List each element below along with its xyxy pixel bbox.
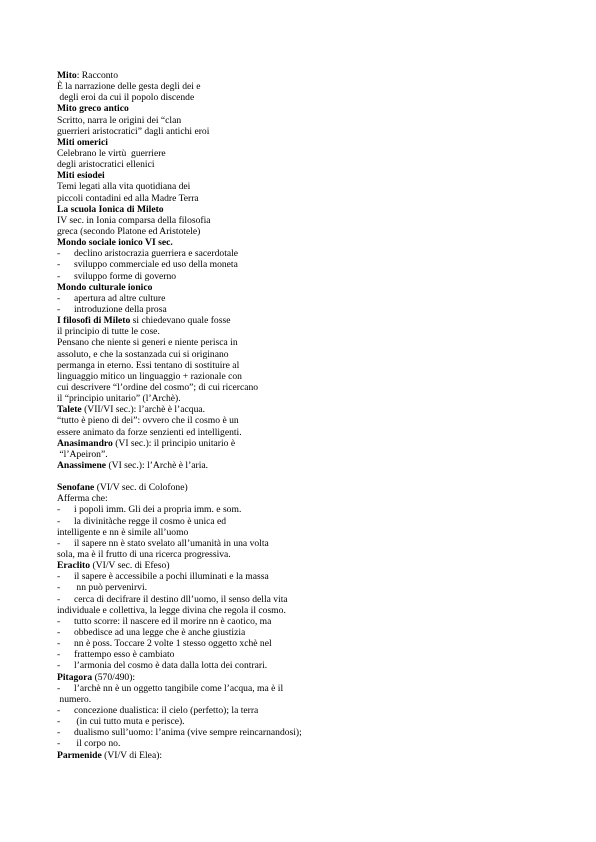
text-line: Temi legati alla vita quotidiana dei: [57, 181, 191, 193]
text-line: [57, 70, 557, 81]
bullet-item: [57, 638, 557, 649]
text-line: degli aristocratici ellenici: [57, 159, 155, 171]
bullet-item: [57, 705, 557, 716]
heading: Parmenide: [57, 749, 102, 761]
bullet-item: [57, 582, 557, 593]
dash-marker: -: [57, 649, 61, 661]
bullet-text: (in cui tutto muta e perisce).: [74, 716, 185, 728]
bullet-item: [57, 727, 557, 738]
heading: Senofane: [57, 482, 95, 494]
notes-text: [57, 70, 557, 761]
bullet-item: [57, 259, 557, 270]
dash-marker: -: [57, 660, 61, 672]
bullet-text: sviluppo commerciale ed uso della moneta: [74, 259, 238, 271]
text-line: [57, 438, 557, 449]
bullet-item: [57, 616, 557, 627]
text-line: Scritto, narra le origini dei “clan: [57, 114, 182, 126]
dash-marker: -: [57, 582, 61, 594]
bullet-text: declino aristocrazia guerriera e sacerdotale: [74, 248, 239, 260]
text-line: greca (secondo Platone ed Aristotele): [57, 225, 201, 237]
text-line: linguaggio mitico un linguaggio + razionale con: [57, 370, 242, 382]
bullet-text: la divinitàche regge il cosmo è unica ed: [74, 515, 227, 527]
bullet-text: l’armonia del cosmo è data dalla lotta dei contrari.: [74, 660, 268, 672]
text-line: [57, 460, 557, 471]
text-line: Afferma che:: [57, 493, 108, 505]
bullet-item: [57, 504, 557, 515]
line-text: (VI/V di Elea):: [101, 749, 163, 761]
text-line: sola, ma è il frutto di una ricerca progressiva.: [57, 549, 231, 561]
section-heading: La scuola Ionica di Mileto: [57, 203, 164, 215]
text-line: degli eroi da cui il popolo discende: [57, 92, 195, 104]
bullet-item: [57, 594, 557, 605]
line-text: : Racconto: [76, 70, 119, 81]
heading: Talete: [57, 404, 82, 416]
bullet-text: obbedisce ad una legge che è anche giustizia: [74, 627, 246, 639]
text-line: [57, 672, 557, 683]
dash-marker: -: [57, 571, 61, 583]
text-line: intelligente e nn è simile all’uomo: [57, 526, 189, 538]
text-line: il principio di tutte le cose.: [57, 326, 160, 338]
section-heading: Miti esiodei: [57, 170, 105, 182]
dash-marker: -: [57, 292, 61, 304]
blank-line: [57, 471, 557, 482]
line-text: si chiedevano quale fosse: [130, 315, 231, 327]
bullet-text: sviluppo forme di governo: [74, 270, 177, 282]
text-line: guerrieri aristocratici” dagli antichi eroi: [57, 125, 210, 137]
heading: Eraclito: [57, 560, 91, 572]
text-line: piccoli contadini ed alla Madre Terra: [57, 192, 199, 204]
bullet-text: concezione dualistica: il cielo (perfetto); la terra: [74, 705, 259, 717]
dash-marker: -: [57, 515, 61, 527]
heading: Pitagora: [57, 671, 93, 683]
text-line: Celebrano le virtù guerriere: [57, 147, 166, 159]
bullet-text: il corpo no.: [74, 738, 121, 750]
heading: Anasimandro: [57, 437, 113, 449]
dash-marker: -: [57, 504, 61, 516]
bullet-text: l’archè nn è un oggetto tangibile come l’acqua, ma è il: [74, 682, 284, 694]
section-heading: Miti omerici: [57, 136, 108, 148]
section-heading: Mito greco antico: [57, 103, 129, 115]
bullet-text: apertura ad altre culture: [74, 292, 166, 304]
line-text: (570/490):: [92, 671, 136, 683]
bullet-item: [57, 293, 557, 304]
bullet-item: [57, 649, 557, 660]
dash-marker: -: [57, 303, 61, 315]
bullet-item: [57, 738, 557, 749]
bullet-item: [57, 248, 557, 259]
section-heading: Mondo sociale ionico VI sec.: [57, 237, 173, 249]
dash-marker: -: [57, 716, 61, 728]
text-line: individuale e collettiva, la legge divina che regola il cosmo.: [57, 604, 286, 616]
dash-marker: -: [57, 738, 61, 750]
bullet-item: [57, 516, 557, 527]
text-line: “l’Apeiron”.: [57, 448, 108, 460]
section-heading: Mondo culturale ionico: [57, 281, 153, 293]
bullet-text: introduzione della prosa: [74, 303, 167, 315]
text-line: [57, 315, 557, 326]
text-line: cui descrivere “l’ordine del cosmo”; di cui ricercano: [57, 381, 259, 393]
bullet-item: [57, 538, 557, 549]
dash-marker: -: [57, 270, 61, 282]
bullet-text: il sapere nn è stato svelato all’umanità in una volta: [74, 537, 269, 549]
heading: Mito: [57, 70, 77, 81]
dash-marker: -: [57, 259, 61, 271]
text-line: IV sec. in Ionia comparsa della filosofia: [57, 214, 211, 226]
bullet-text: i popoli imm. Gli dei a propria imm. e som.: [74, 504, 242, 516]
text-line: [57, 482, 557, 493]
text-line: essere animato da forze senzienti ed intelligenti.: [57, 426, 242, 438]
text-line: [57, 750, 557, 761]
text-line: “tutto è pieno di dei”: ovvero che il cosmo è un: [57, 415, 239, 427]
dash-marker: -: [57, 638, 61, 650]
bullet-item: [57, 660, 557, 671]
dash-marker: -: [57, 727, 61, 739]
dash-marker: -: [57, 682, 61, 694]
text-line: Pensano che niente si generi e niente perisca in: [57, 337, 238, 349]
bullet-item: [57, 271, 557, 282]
line-text: (VI sec.): il principio unitario è: [112, 437, 236, 449]
bullet-text: cerca di decifrare il destino dll’uomo, il senso della vita: [74, 593, 288, 605]
line-text: (VI sec.): l’Archè è l’aria.: [106, 459, 209, 471]
line-text: (VI/V sec. di Efeso): [90, 560, 170, 572]
bullet-item: [57, 571, 557, 582]
heading: Anassimene: [57, 459, 107, 471]
line-text: (VI/V sec. di Colofone): [94, 482, 188, 494]
bullet-text: nn può pervenirvi.: [74, 582, 148, 594]
dash-marker: -: [57, 593, 61, 605]
dash-marker: -: [57, 627, 61, 639]
bullet-text: nn è poss. Toccare 2 volte 1 stesso oggetto xchè nel: [74, 638, 272, 650]
text-line: assoluto, e che la sostanzada cui si originano: [57, 348, 229, 360]
text-line: [57, 560, 557, 571]
text-line: [57, 404, 557, 415]
text-line: numero.: [57, 693, 92, 705]
bullet-text: il sapere è accessibile a pochi illuminati e la massa: [74, 571, 269, 583]
bullet-item: [57, 683, 557, 694]
line-text: (VII/VI sec.): l’archè è l’acqua.: [81, 404, 206, 416]
bullet-item: [57, 716, 557, 727]
bullet-item: [57, 627, 557, 638]
text-line: È la narrazione delle gesta degli dei e: [57, 81, 201, 93]
bullet-text: dualismo sull’uomo: l’anima (vive sempre reincarnandosi);: [74, 727, 302, 739]
dash-marker: -: [57, 248, 61, 260]
bullet-text: tutto scorre: il nascere ed il morire nn è caotico, ma: [74, 615, 272, 627]
dash-marker: -: [57, 615, 61, 627]
text-line: il “principio unitario” (l’Archè).: [57, 393, 181, 405]
dash-marker: -: [57, 705, 61, 717]
dash-marker: -: [57, 537, 61, 549]
text-line: permanga in eterno. Essi tentano di sostituire al: [57, 359, 240, 371]
bullet-item: [57, 304, 557, 315]
bullet-text: frattempo esso è cambiato: [74, 649, 175, 661]
heading: I filosofi di Mileto: [57, 315, 131, 327]
